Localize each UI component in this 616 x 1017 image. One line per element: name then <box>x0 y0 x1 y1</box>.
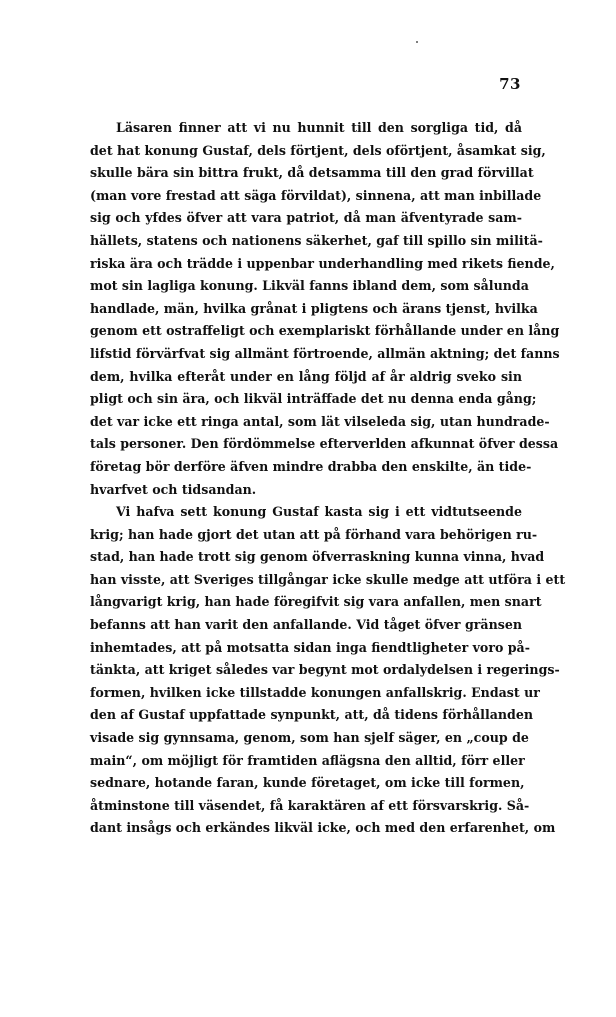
text-line: han visste, att Sveriges tillgångar icke skulle medge att utföra i ett <box>90 571 566 587</box>
text-line: det hat konung Gustaf, dels förtjent, dels oförtjent, åsamkat sig, <box>90 142 546 158</box>
text-line: sig och yfdes öfver att vara patriot, då man äfventyrade sam- <box>90 210 522 226</box>
text-line: handlade, män, hvilka grånat i pligtens och ärans tjenst, hvilka <box>90 300 538 316</box>
text-line: formen, hvilken icke tillstadde konungen anfallskrig. Endast ur <box>90 684 540 700</box>
paragraph-1 <box>90 117 560 501</box>
text-line: (man vore frestad att säga förvildat), sinnena, att man inbillade <box>90 187 542 203</box>
text-line: mot sin lagliga konung. Likväl fanns ibland dem, som sålunda <box>90 278 529 294</box>
text-line: genom ett ostraffeligt och exemplariskt förhållande under en lång <box>90 323 560 339</box>
text-line: stad, han hade trott sig genom öfverraskning kunna vinna, hvad <box>90 549 545 565</box>
text-line: riska ära och trädde i uppenbar underhandling med rikets fiende, <box>90 255 555 271</box>
body-text <box>90 117 566 840</box>
text-line: det var icke ett ringa antal, som lät vilseleda sig, utan hundrade- <box>90 413 550 429</box>
page-number: 73 <box>499 75 521 93</box>
text-line: tals personer. Den fördömmelse efterverlden afkunnat öfver dessa <box>90 436 559 452</box>
text-line: pligt och sin ära, och likväl inträffade det nu denna enda gång; <box>90 391 537 407</box>
text-line: hvarfvet och tidsandan. <box>90 481 257 497</box>
text-line: långvarigt krig, han hade föregifvit sig vara anfallen, men snart <box>90 594 542 610</box>
text-line: tänkta, att kriget således var begynt mot ordalydelsen i regerings- <box>90 662 560 678</box>
text-line: den af Gustaf uppfattade synpunkt, att, då tidens förhållanden <box>90 707 534 723</box>
text-line: åtminstone till väsendet, få karaktären af ett försvarskrig. Så- <box>90 797 530 813</box>
text-line: hällets, statens och nationens säkerhet, gaf till spillo sin militä- <box>90 232 543 248</box>
text-line: befanns att han varit den anfallande. Vid tåget öfver gränsen <box>90 617 522 633</box>
text-line: krig; han hade gjort det utan att på förhand vara behörigen ru- <box>90 526 538 542</box>
paragraph-2 <box>90 501 566 840</box>
text-line: företag bör derföre äfven mindre drabba den enskilte, än tide- <box>90 458 532 474</box>
text-line: visade sig gynnsama, genom, som han sjelf säger, en „coup de <box>90 730 529 746</box>
text-line: Vi hafva sett konung Gustaf kasta sig i ett vidtutseende <box>116 504 522 520</box>
text-line: sednare, hotande faran, kunde företaget, om icke till formen, <box>90 775 525 791</box>
text-line: main“, om möjligt för framtiden aflägsna den alltid, förr eller <box>90 752 525 768</box>
text-line: dem, hvilka efteråt under en lång följd af år aldrig sveko sin <box>90 368 522 384</box>
text-line: skulle bära sin bittra frukt, då detsamma till den grad förvillat <box>90 165 534 181</box>
text-line: lifstid förvärfvat sig allmänt förtroende, allmän aktning; det fanns <box>90 345 560 361</box>
text-line: dant insågs och erkändes likväl icke, och med den erfarenhet, om <box>90 820 556 836</box>
text-line: inhemtades, att på motsatta sidan inga fiendtligheter voro på- <box>90 639 530 655</box>
text-line: Läsaren finner att vi nu hunnit till den sorgliga tid, då <box>116 120 522 135</box>
print-speck <box>416 41 418 43</box>
